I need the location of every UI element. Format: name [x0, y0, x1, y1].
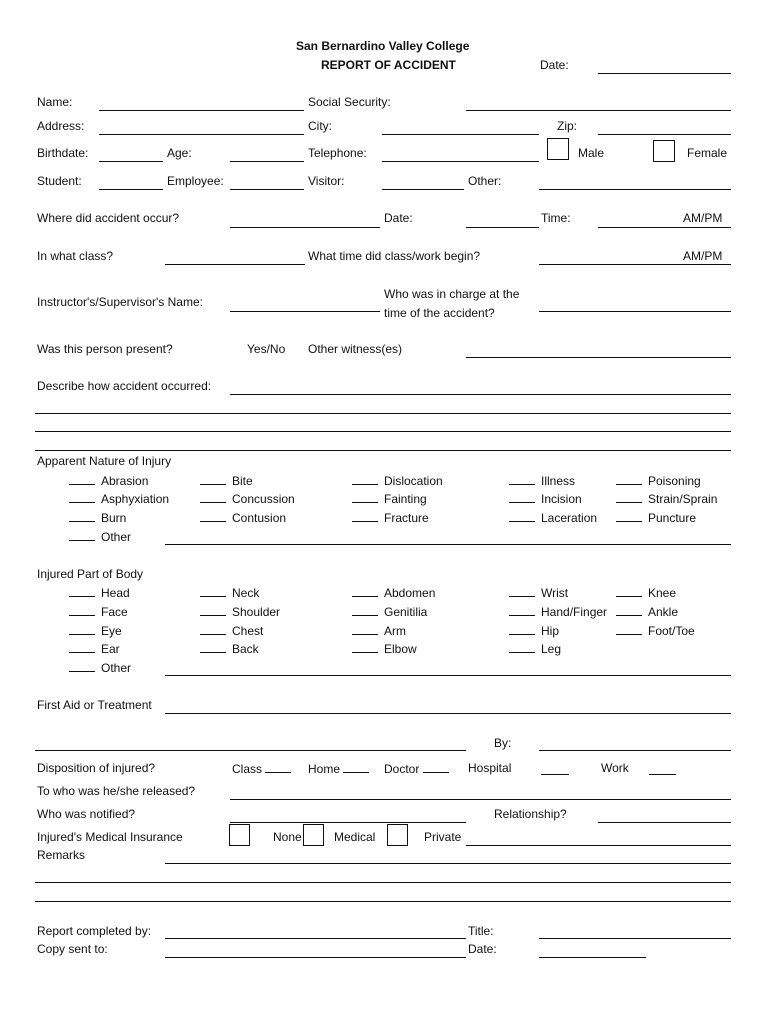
completed-by-field[interactable] — [165, 938, 466, 939]
class-time-field[interactable] — [539, 264, 731, 265]
injury-abrasion[interactable]: Abrasion — [69, 473, 148, 488]
body-head[interactable]: Head — [69, 585, 130, 600]
body-heading: Injured Part of Body — [37, 567, 144, 581]
disposition-home[interactable]: Home — [308, 761, 375, 776]
injury-strain-sprain[interactable]: Strain/Sprain — [616, 491, 717, 506]
other-field[interactable] — [539, 189, 731, 190]
female-checkbox[interactable] — [653, 140, 675, 162]
first-aid-line-2[interactable] — [35, 750, 466, 751]
footer-title-label: Title: — [468, 924, 494, 938]
injury-other[interactable]: Other — [69, 529, 131, 544]
hospital-blank[interactable] — [541, 774, 569, 775]
body-elbow[interactable]: Elbow — [352, 641, 417, 656]
private-label: Private — [424, 830, 462, 844]
college-name: San Bernardino Valley College — [296, 39, 470, 53]
body-neck[interactable]: Neck — [200, 585, 259, 600]
medical-checkbox[interactable] — [303, 824, 324, 846]
footer-title-field[interactable] — [539, 938, 731, 939]
injury-poisoning[interactable]: Poisoning — [616, 473, 701, 488]
disposition-class[interactable]: Class — [232, 761, 297, 776]
birthdate-field[interactable] — [99, 161, 163, 162]
age-field[interactable] — [230, 161, 304, 162]
form-title: REPORT OF ACCIDENT — [321, 58, 456, 72]
by-label: By: — [494, 736, 512, 750]
injury-asphyxiation[interactable]: Asphyxiation — [69, 491, 169, 506]
other-label: Other: — [468, 174, 502, 188]
injury-contusion[interactable]: Contusion — [200, 510, 286, 525]
body-genitilia[interactable]: Genitilia — [352, 604, 427, 619]
accident-time-field[interactable] — [598, 227, 731, 228]
accident-date-label: Date: — [384, 211, 413, 225]
body-hand-finger[interactable]: Hand/Finger — [509, 604, 607, 619]
completed-by-label: Report completed by: — [37, 924, 152, 938]
work-blank[interactable] — [649, 774, 676, 775]
address-label: Address: — [37, 119, 85, 133]
name-field[interactable] — [99, 110, 304, 111]
by-field[interactable] — [539, 750, 731, 751]
injury-incision[interactable]: Incision — [509, 491, 582, 506]
class-time-ampm: AM/PM — [683, 249, 723, 263]
class-time-label: What time did class/work begin? — [308, 249, 481, 263]
body-face[interactable]: Face — [69, 604, 128, 619]
disposition-hospital[interactable]: Hospital — [468, 761, 512, 775]
body-other-field[interactable] — [165, 675, 731, 676]
where-field[interactable] — [230, 227, 380, 228]
injury-heading: Apparent Nature of Injury — [37, 454, 172, 468]
visitor-field[interactable] — [382, 189, 464, 190]
yes-no-label: Yes/No — [247, 342, 286, 356]
instructor-label: Instructor's/Supervisor's Name: — [37, 295, 203, 309]
zip-field[interactable] — [598, 134, 731, 135]
witnesses-field[interactable] — [466, 357, 731, 358]
employee-label: Employee: — [167, 174, 224, 188]
male-checkbox[interactable] — [547, 138, 569, 160]
disposition-work[interactable]: Work — [601, 761, 629, 775]
disposition-label: Disposition of injured? — [37, 761, 156, 775]
class-field[interactable] — [165, 264, 305, 265]
body-arm[interactable]: Arm — [352, 623, 406, 638]
footer-date-field[interactable] — [539, 957, 646, 958]
injury-burn[interactable]: Burn — [69, 510, 126, 525]
name-label: Name: — [37, 95, 73, 109]
age-label: Age: — [167, 146, 192, 160]
injury-illness[interactable]: Illness — [509, 473, 575, 488]
describe-line-4[interactable] — [35, 450, 731, 451]
body-leg[interactable]: Leg — [509, 641, 561, 656]
remarks-line-2[interactable] — [35, 882, 731, 883]
none-label: None — [273, 830, 302, 844]
copy-sent-field[interactable] — [165, 957, 466, 958]
body-abdomen[interactable]: Abdomen — [352, 585, 435, 600]
city-label: City: — [308, 119, 332, 133]
remarks-line-3[interactable] — [35, 901, 731, 902]
first-aid-field[interactable] — [165, 713, 731, 714]
ssn-field[interactable] — [466, 110, 731, 111]
present-label: Was this person present? — [37, 342, 173, 356]
copy-sent-label: Copy sent to: — [37, 942, 108, 956]
injury-laceration[interactable]: Laceration — [509, 510, 597, 525]
insurance-label: Injured's Medical Insurance — [37, 830, 183, 844]
instructor-field[interactable] — [230, 311, 380, 312]
body-shoulder[interactable]: Shoulder — [200, 604, 280, 619]
relationship-label: Relationship? — [494, 807, 567, 821]
notified-field[interactable] — [230, 822, 466, 823]
none-checkbox[interactable] — [229, 824, 250, 846]
body-ear[interactable]: Ear — [69, 641, 120, 656]
describe-line-1[interactable] — [230, 394, 731, 395]
notified-label: Who was notified? — [37, 807, 136, 821]
describe-label: Describe how accident occurred: — [37, 379, 212, 393]
where-label: Where did accident occur? — [37, 211, 180, 225]
in-charge-label-2: time of the accident? — [384, 306, 495, 320]
header-date-field[interactable] — [598, 73, 731, 74]
female-label: Female — [687, 146, 728, 160]
accident-time-label: Time: — [541, 211, 571, 225]
visitor-label: Visitor: — [308, 174, 345, 188]
released-to-label: To who was he/she released? — [37, 784, 196, 798]
body-chest[interactable]: Chest — [200, 623, 263, 638]
insurance-field[interactable] — [466, 845, 731, 846]
disposition-doctor[interactable]: Doctor — [384, 761, 455, 776]
body-ankle[interactable]: Ankle — [616, 604, 678, 619]
injury-concussion[interactable]: Concussion — [200, 491, 295, 506]
male-label: Male — [578, 146, 605, 160]
birthdate-label: Birthdate: — [37, 146, 89, 160]
accident-ampm: AM/PM — [683, 211, 723, 225]
body-hip[interactable]: Hip — [509, 623, 559, 638]
medical-label: Medical — [334, 830, 376, 844]
injury-dislocation[interactable]: Dislocation — [352, 473, 443, 488]
telephone-field[interactable] — [382, 161, 539, 162]
remarks-label: Remarks — [37, 848, 86, 862]
released-to-field[interactable] — [230, 799, 731, 800]
witnesses-label: Other witness(es) — [308, 342, 403, 356]
body-other[interactable]: Other — [69, 660, 131, 675]
ssn-label: Social Security: — [308, 95, 391, 109]
body-eye[interactable]: Eye — [69, 623, 122, 638]
accident-date-field[interactable] — [466, 227, 539, 228]
class-label: In what class? — [37, 249, 114, 263]
injury-fracture[interactable]: Fracture — [352, 510, 429, 525]
describe-line-2[interactable] — [35, 413, 731, 414]
header-date-label: Date: — [540, 58, 569, 72]
employee-field[interactable] — [230, 189, 304, 190]
zip-label: Zip: — [557, 119, 578, 133]
private-checkbox[interactable] — [387, 824, 408, 846]
describe-line-3[interactable] — [35, 431, 731, 432]
relationship-field[interactable] — [598, 822, 731, 823]
body-foot-toe[interactable]: Foot/Toe — [616, 623, 695, 638]
student-field[interactable] — [99, 189, 163, 190]
remarks-line-1[interactable] — [165, 863, 731, 864]
injury-fainting[interactable]: Fainting — [352, 491, 427, 506]
city-field[interactable] — [382, 134, 539, 135]
telephone-label: Telephone: — [308, 146, 367, 160]
injury-bite[interactable]: Bite — [200, 473, 253, 488]
footer-date-label: Date: — [468, 942, 497, 956]
injury-puncture[interactable]: Puncture — [616, 510, 696, 525]
injury-other-field[interactable] — [165, 544, 731, 545]
address-field[interactable] — [99, 134, 304, 135]
body-back[interactable]: Back — [200, 641, 259, 656]
first-aid-label: First Aid or Treatment — [37, 698, 152, 712]
body-knee[interactable]: Knee — [616, 585, 676, 600]
body-wrist[interactable]: Wrist — [509, 585, 568, 600]
in-charge-field[interactable] — [539, 311, 731, 312]
student-label: Student: — [37, 174, 82, 188]
in-charge-label-1: Who was in charge at the — [384, 287, 520, 301]
